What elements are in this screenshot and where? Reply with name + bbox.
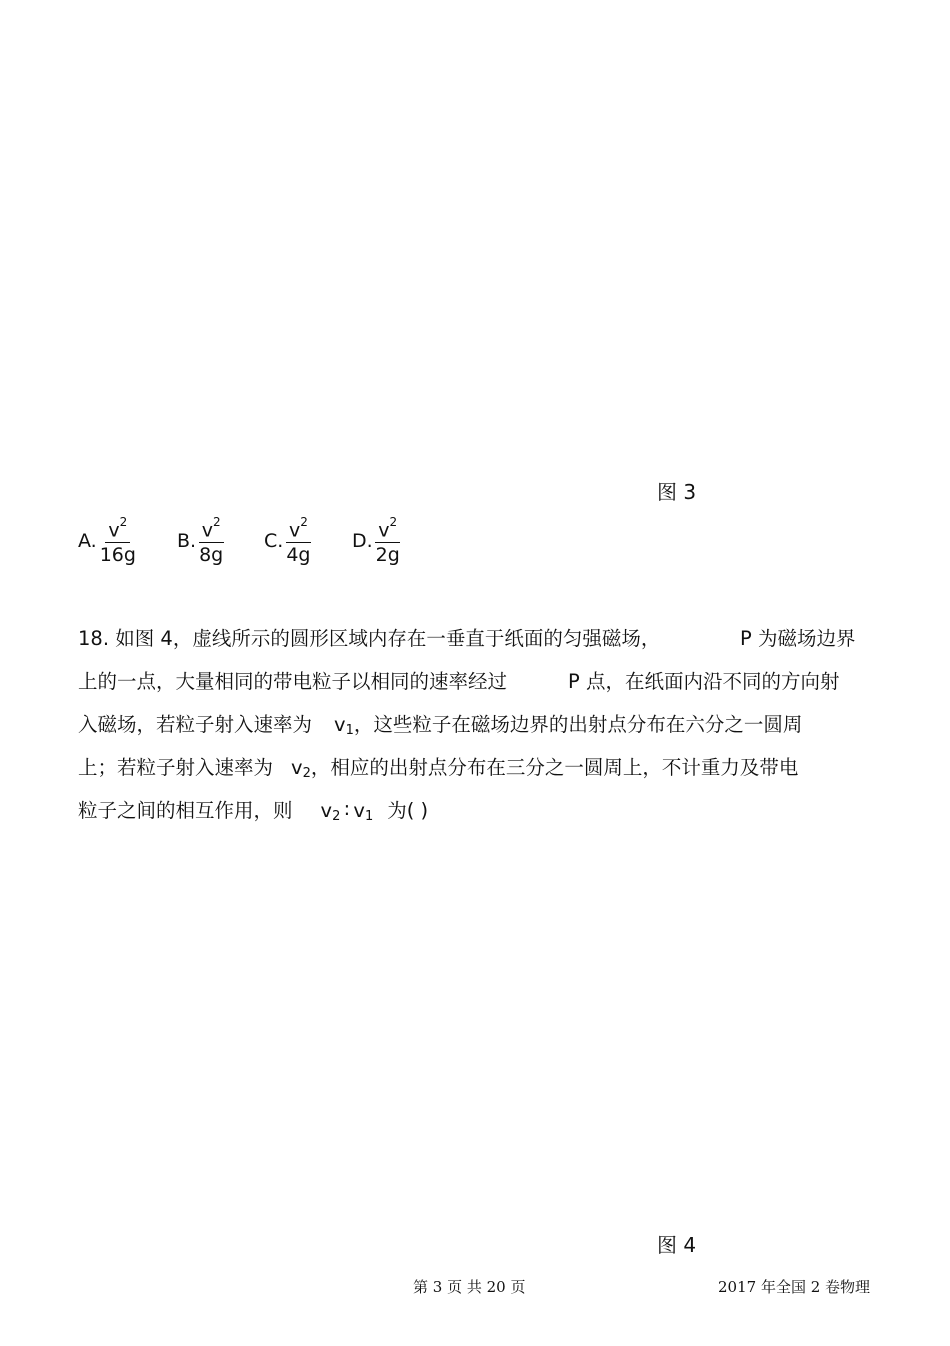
question-line-5: 粒子之间的相互作用，则 v2 ∶ v1 为( ) bbox=[78, 799, 429, 824]
question-line-1: 18. 如图 4，虚线所示的圆形区域内存在一垂直于纸面的匀强磁场， bbox=[78, 627, 661, 650]
fraction bbox=[197, 514, 225, 567]
question-line-1-end: P 为磁场边界 bbox=[740, 627, 856, 650]
numerator: $v^2$ bbox=[375, 514, 400, 543]
variable-v1: v1 bbox=[334, 713, 354, 738]
question-line-3: 入磁场，若粒子射入速率为 v1，这些粒子在磁场边界的出射点分布在六分之一圆周 bbox=[78, 713, 803, 738]
variable-v1: v1 bbox=[353, 799, 374, 824]
question-line-2-end: P 点，在纸面内沿不同的方向射 bbox=[568, 670, 840, 693]
denominator: 2g bbox=[375, 544, 400, 567]
denominator: 8g bbox=[199, 544, 224, 567]
fraction bbox=[374, 514, 402, 567]
option-c bbox=[264, 514, 312, 567]
fraction bbox=[98, 514, 138, 567]
option-letter: B. bbox=[177, 529, 197, 552]
page-number: 第 3 页 共 20 页 bbox=[413, 1278, 526, 1296]
figure-3-label: 图 3 bbox=[657, 480, 697, 504]
option-a bbox=[78, 514, 138, 567]
question-line-2: 上的一点，大量相同的带电粒子以相同的速率经过 bbox=[78, 670, 508, 693]
option-letter: A. bbox=[78, 529, 97, 552]
fraction bbox=[284, 514, 312, 567]
variable-v2: v2 bbox=[291, 756, 311, 781]
numerator: $v^2$ bbox=[286, 514, 311, 543]
figure-4-label: 图 4 bbox=[657, 1233, 697, 1257]
option-b bbox=[177, 514, 225, 567]
variable-v2: v2 bbox=[320, 799, 341, 824]
numerator: $v^2$ bbox=[105, 514, 130, 543]
option-letter: C. bbox=[264, 529, 284, 552]
option-letter: D. bbox=[352, 529, 373, 552]
denominator: 16g bbox=[99, 544, 136, 567]
numerator: $v^2$ bbox=[199, 514, 224, 543]
question-line-4: 上；若粒子射入速率为 v2，相应的出射点分布在三分之一圆周上，不计重力及带电 bbox=[78, 756, 799, 781]
denominator: 4g bbox=[286, 544, 311, 567]
option-d bbox=[352, 514, 402, 567]
document-title: 2017 年全国 2 卷物理 bbox=[718, 1278, 871, 1296]
